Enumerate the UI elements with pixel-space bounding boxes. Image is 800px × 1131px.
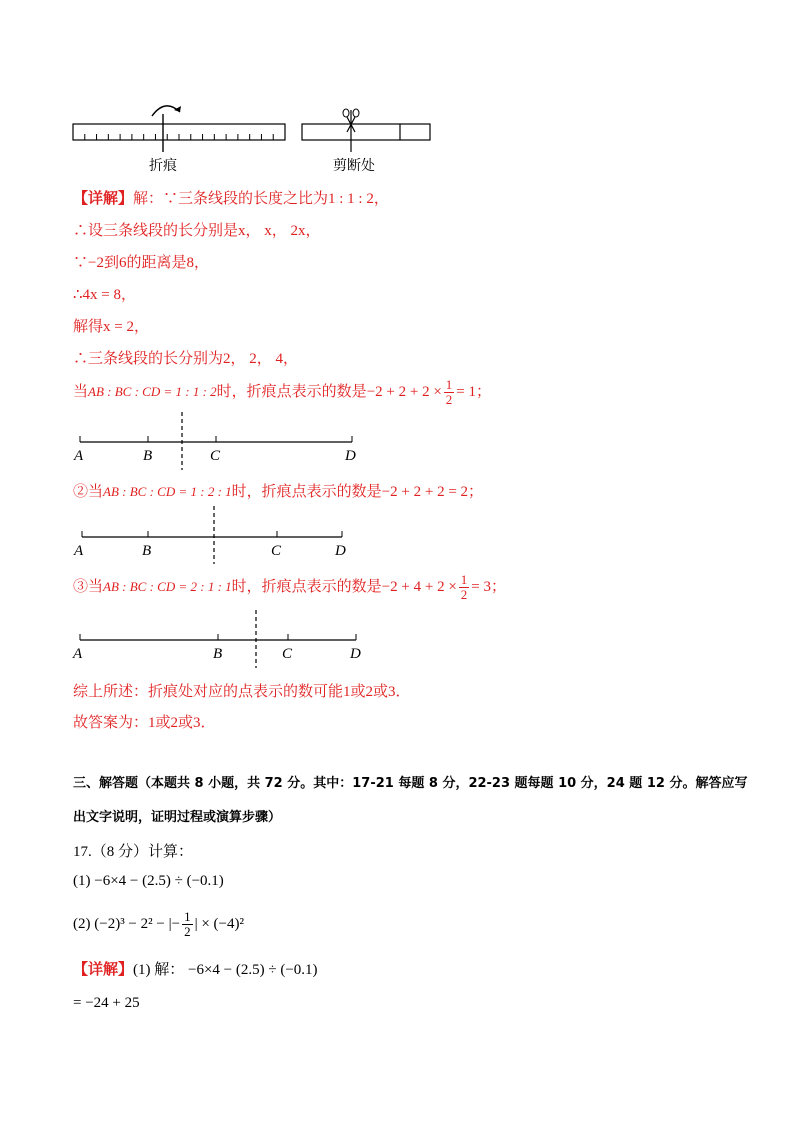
point-label-d: D xyxy=(345,448,356,464)
cut-label: 剪断处 xyxy=(333,157,375,173)
number-line-case2 xyxy=(82,506,342,564)
point-label-c: C xyxy=(210,448,221,464)
case3-expr-right: = 3； xyxy=(471,578,506,595)
case3-mid: 时，折痕点表示的数是 xyxy=(231,578,382,595)
case3-ratio: AB : BC : CD = 2 : 1 : 1 xyxy=(103,578,232,594)
point-label-b: B xyxy=(142,543,152,559)
case3-prefix: ③当 xyxy=(73,578,104,595)
q17-part2-fraction xyxy=(182,910,193,939)
q17-part2 xyxy=(73,910,244,939)
fraction-numerator: 1 xyxy=(460,572,468,587)
case2-ratio: AB : BC : CD = 1 : 2 : 1 xyxy=(103,484,232,499)
case1-expr-left: −2 + 2 + 2 × xyxy=(366,383,442,400)
detail-line-1 xyxy=(73,187,389,208)
q17-detail-line2: = −24 + 25 xyxy=(73,995,140,1011)
point-label-a: A xyxy=(73,646,83,662)
case2-line xyxy=(73,480,483,501)
detail-tag: 【详解】 xyxy=(73,191,134,207)
q17-part1: (1) −6×4 − (2.5) ÷ (−0.1) xyxy=(73,873,224,889)
fraction-denominator: 2 xyxy=(184,924,191,939)
point-label-c: C xyxy=(282,646,293,662)
case1-expr-right: = 1； xyxy=(456,383,491,400)
detail-line-2: ∴设三条线段的长分别是x， x， 2x， xyxy=(73,223,321,239)
fold-arrow-icon xyxy=(152,106,180,116)
q17-part2-left: (2) (−2)³ − 2² − |− xyxy=(73,915,181,932)
q17-detail-line1 xyxy=(73,958,318,979)
case1-mid: 时，折痕点表示的数是 xyxy=(216,383,367,400)
fraction-numerator: 1 xyxy=(445,377,453,392)
summary-line: 综上所述：折痕处对应的点表示的数可能1或2或3． xyxy=(73,684,411,700)
section3-heading-line1: 三、解答题（本题共 8 小题，共 72 分。其中：17-21 每题 8 分，22-23 题每题 10 分，24 题 12 分。解答应写 xyxy=(73,776,748,791)
case3-expr-left: −2 + 4 + 2 × xyxy=(381,578,457,595)
case2-expr: −2 + 2 + 2 = 2； xyxy=(381,484,484,500)
point-label-b: B xyxy=(213,646,223,662)
point-label-a: A xyxy=(74,543,84,559)
detail-text-1: 解：∵三条线段的长度之比为1 : 1 : 2， xyxy=(133,191,389,207)
detail-tag: 【详解】 xyxy=(73,962,134,978)
answer-line: 故答案为：1或2或3． xyxy=(73,715,216,731)
case1-ratio: AB : BC : CD = 1 : 1 : 2 xyxy=(88,383,217,399)
case3-line xyxy=(73,573,506,602)
detail-line-5: 解得x = 2， xyxy=(73,319,149,335)
point-label-b: B xyxy=(143,448,153,464)
crease-label: 折痕 xyxy=(149,157,177,173)
case1-line xyxy=(73,378,491,407)
point-label-a: A xyxy=(74,448,84,464)
fraction-denominator: 2 xyxy=(460,587,468,602)
fraction-numerator: 1 xyxy=(184,909,191,924)
q17-title: 17.（8 分）计算： xyxy=(73,844,194,860)
case2-mid: 时，折痕点表示的数是 xyxy=(231,484,382,500)
detail-line-3: ∵−2到6的距离是8， xyxy=(73,255,209,271)
detail-line-4: ∴4x = 8， xyxy=(73,287,137,303)
detail-line-6: ∴三条线段的长分别为2， 2， 4， xyxy=(73,351,299,367)
case3-fraction xyxy=(459,573,470,602)
q17-part2-right: | × (−4)² xyxy=(194,915,244,932)
ruler-ticks xyxy=(85,134,273,140)
q17-detail-text: (1) 解： −6×4 − (2.5) ÷ (−0.1) xyxy=(133,962,318,978)
fraction-denominator: 2 xyxy=(445,392,453,407)
ruler-figure xyxy=(73,106,285,152)
section3-heading-line2: 出文字说明，证明过程或演算步骤） xyxy=(73,810,282,825)
point-label-d: D xyxy=(335,543,346,559)
point-label-c: C xyxy=(271,543,282,559)
case1-fraction xyxy=(444,378,455,407)
case2-prefix: ②当 xyxy=(73,484,104,500)
point-label-d: D xyxy=(350,646,361,662)
cut-strip-figure xyxy=(302,109,430,152)
case1-prefix: 当 xyxy=(73,383,89,400)
